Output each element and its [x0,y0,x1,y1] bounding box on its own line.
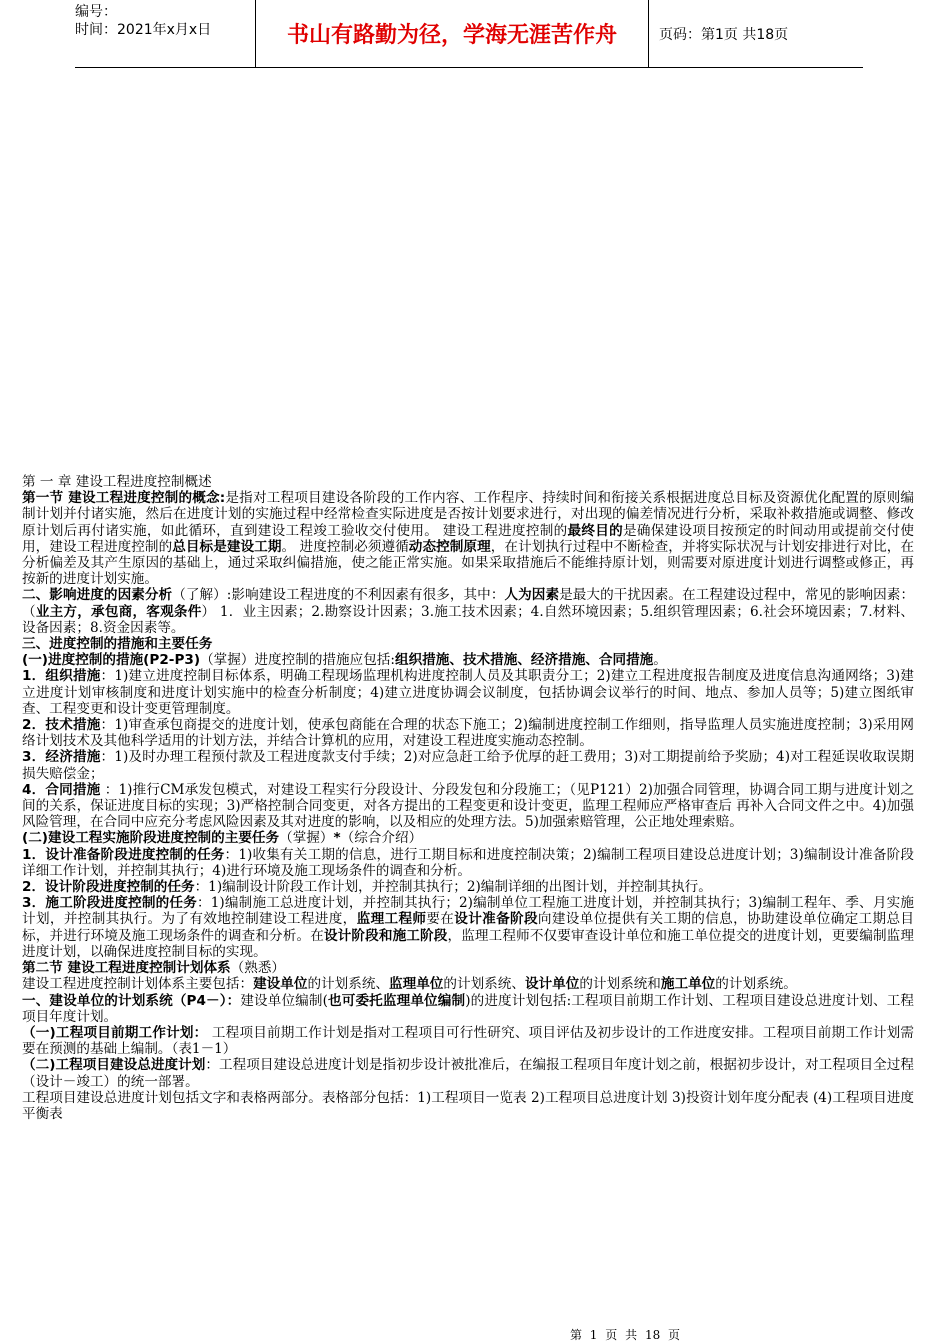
bold-text: 监理工程师 [356,911,427,928]
text-run: ：1)编制设计阶段工作计划，并控制其执行；2)编制详细的出图计划，并控制其执行。 [194,879,712,896]
text-run: ：1)推行CM承发包模式，对建设工程实行分段设计、分段发包和分段施工；（见P121）2)加强合同管理，协调合同工期与进度计划之间的关系，保证进度目标的实现；3)严格控制合同变更，对各方提出的工程变更和设计变更，监理工程师应严格审查后 再补入合同文件之中。4)加强风险管理，在合同中应充分考虑风险因素及其对进度的影响，以及相应的处理方法。5)加强索赔管理，公正地处理索赔。 [22,781,914,831]
paragraph [22,636,914,652]
bold-text: 人为因素 [504,587,560,604]
text-run: ：1)收集有关工期的信息，进行工期目标和进度控制决策；2)编制工程项目建设总进度计划；3)编制设计准备阶段详细工作计划，并控制其执行；4)进行环境及施工现场条件的调查和分析。 [22,846,914,879]
bold-text: 建设单位 [253,976,308,993]
footer-total-pages: 18 [644,1328,661,1342]
bold-text: 1．组织措施 [22,668,101,685]
text-run: ，监理工程师不仅要审查设计单位和施工单位提交的进度计划，更要编制监理进度计划，以确保进度控制目标的实现。 [22,927,915,960]
text-run: ：1)及时办理工程预付款及工程进度款支付手续；2)对应急赶工给予优厚的赶工费用；3)对工期提前给予奖励；4)对工程延误收取误期损失赔偿金； [22,749,914,782]
text-run: （掌握）进度控制的措施应包括: [200,652,395,669]
bold-text: (一)进度控制的措施(P2-P3) [22,652,201,669]
footer-word: 页 [668,1328,681,1342]
text-run: 建设工程进度控制计划体系主要包括： [22,976,254,993]
text-run: （综合介绍） [340,830,423,847]
text-run: 的计划系统。 [715,976,797,993]
footer-word: 共 [625,1328,638,1342]
bold-text: 2．设计阶段进度控制的任务 [22,879,195,896]
bold-text: 设计阶段和施工阶段 [323,927,448,944]
bold-text: 4．合同措施 [22,781,101,798]
bold-text: (二)建设工程实施阶段进度控制的主要任务 [22,830,280,847]
text-run: ：1)编制施工总进度计划，并控制其执行；2)编制单位工程施工进度计划，并控制其执行；3)编制工程年、季、月实施计划，并控制其执行。为了有效地控制建设工程进度， [22,895,914,928]
bold-text: 设计准备阶段 [454,911,538,928]
footer-page-number: 1 [589,1328,598,1342]
paragraph [22,652,914,668]
text-run: 是最大的干扰因素。在工程建设过程中，常见的影响因素：（ [22,587,915,620]
text-run: （熟悉） [230,960,286,977]
footer-word: 页 [605,1328,618,1342]
paragraph [22,1025,914,1057]
text-run: 向建设单位提供有关工期的信息，协助建设单位确定工期总目标，并进行环境及施工现场条件的调查和分析。在 [22,911,915,944]
text-run: 的计划系统和 [579,976,661,993]
paragraph [22,749,914,781]
header-motto: 书山有路勤为径，学海无涯苦作舟 [256,0,649,67]
bold-text: 组织措施、技术措施、经济措施、合同措施 [395,652,654,669]
footer-word: 第 [569,1328,582,1342]
bold-text: 3．施工阶段进度控制的任务 [22,895,197,912]
text-run: ，在计划执行过程中不断检查，并将实际状况与计划安排进行对比，在分析偏差及其产生原因的基础上，通过采取纠偏措施，使之能正常实施。如果采取措施后不能维持原计划，则需要对原进度计划进行调整或修正，再按新的进度计划实施。 [22,538,915,588]
paragraph [22,847,914,879]
bold-text: 一、建设单位的计划系统（P4－）： [22,992,241,1009]
paragraph [22,1090,914,1122]
bold-text: 动态控制原理 [408,538,491,555]
text-run: 的计划系统、 [307,976,390,993]
paragraph [22,993,914,1025]
text-run: （掌握） [279,830,334,847]
paragraph [22,895,914,960]
time-label: 时间：2021年x月x日 [75,22,212,38]
bold-text: 二、影响进度的因素分析 [22,587,173,604]
bold-text: 3．经济措施 [22,749,101,766]
text-run: ：工程项目建设总进度计划是指初步设计被批准后，在编报工程项目年度计划之前，根据初步设计，对工程项目全过程（设计－竣工）的统一部署。 [22,1057,914,1090]
bold-text: 设计单位 [524,976,580,993]
paragraph [22,490,914,587]
document-body [22,474,914,1122]
text-run: 的计划系统、 [443,976,525,993]
bold-text: 也可委托监理单位编制 [327,992,466,1009]
paragraph [22,976,914,992]
header-page-info: 页码：第1页 共18页 [659,26,789,43]
text-run: 。 [653,652,667,669]
page-footer [0,1326,950,1343]
paragraph [22,717,914,749]
text-run: 工程项目建设总进度计划包括文字和表格两部分。表格部分包括：1)工程项目一览表 2)工程项目总进度计划 3)投资计划年度分配表 (4)工程项目进度平衡表 [22,1089,914,1122]
chapter-title [22,474,914,490]
paragraph [22,879,914,895]
text-run: )的进度计划包括:工程项目前期工作计划、工程项目建设总进度计划、工程项目年度计划。 [22,992,915,1025]
paragraph [22,668,914,717]
paragraph [22,830,914,846]
number-label: 编号： [75,4,117,20]
header-meta [75,0,256,67]
bold-text: 第一节 建设工程进度控制的概念: [22,490,226,507]
bold-text: （二)工程项目建设总进度计划 [22,1057,206,1074]
paragraph [22,1057,914,1089]
text-run: ） 1．业主因素；2.勘察设计因素；3.施工技术因素；4.自然环境因素；5.组织管理因素；6.社会环境因素；7.材料、设备因素；8.资金因素等。 [22,603,915,636]
bold-text: 三、进度控制的措施和主要任务 [22,636,213,653]
bold-text: 1．设计准备阶段进度控制的任务 [22,846,225,863]
paragraph [22,587,914,636]
text-run: 是指对工程项目建设各阶段的工作内容、工作程序、持续时间和衔接关系根据进度总目标及资源优化配置的原则编制计划并付诸实施，然后在进度计划的实施过程中经常检查实际进度是否按计划要求进行，对出现的偏差情况进行分析，采取补救措施或调整、修改原计划后再付诸实施，如此循环，直到建设工程竣工验收交付使用。 建设工程进度控制的 [22,490,915,539]
text-run: ：1)审查承包商提交的进度计划，使承包商能在合理的状态下施工；2)编制进度控制工作细则，指导监理人员实施进度控制；3)采用网络计划技术及其他科学适用的计划方法，并结合计算机的应用，对建设工程进度实施动态控制。 [22,717,914,750]
bold-text: 监理单位 [389,976,444,993]
chapter-title-text: 第 一 章 建设工程进度控制概述 [22,474,212,490]
bold-text: 业主方，承包商，客观条件 [35,603,202,620]
text-run: 。 进度控制必须遵循 [281,538,409,555]
bold-text: 最终目的 [567,522,624,539]
bold-text: 第二节 建设工程进度控制计划体系 [22,960,231,977]
bold-text: 总目标是建设工期 [172,538,282,555]
bold-text: （一)工程项目前期工作计划： [22,1024,208,1041]
bold-text: 施工单位 [660,976,716,993]
text-run: 工程项目前期工作计划是指对工程项目可行性研究、项目评估及初步设计的工作进度安排。工程项目前期工作计划需要在预测的基础上编制。（表1－1） [22,1024,914,1058]
bold-text: 2．技术措施 [22,717,101,734]
bold-text: * [333,830,341,847]
paragraph [22,782,914,831]
text-run: 要在 [426,911,455,928]
text-run: ：1)建立进度控制目标体系，明确工程现场监理机构进度控制人员及其职责分工；2)建立工程进度报告制度及进度信息沟通网络；3)建立进度计划审核制度和进度计划实施中的检查分析制度；4)建立进度协调会议制度，包括协调会议举行的时间、地点、参加人员等；5)建立图纸审查、工程变更和设计变更管理制度。 [22,668,914,717]
page-header [75,0,863,68]
paragraph [22,960,914,976]
text-run: 建设单位编制( [240,992,328,1009]
text-run: 是确保建设项目按预定的时间动用或提前交付使用，建设工程进度控制的 [22,522,915,555]
text-run: （了解）:影响建设工程进度的不利因素有很多，其中： [172,587,505,604]
